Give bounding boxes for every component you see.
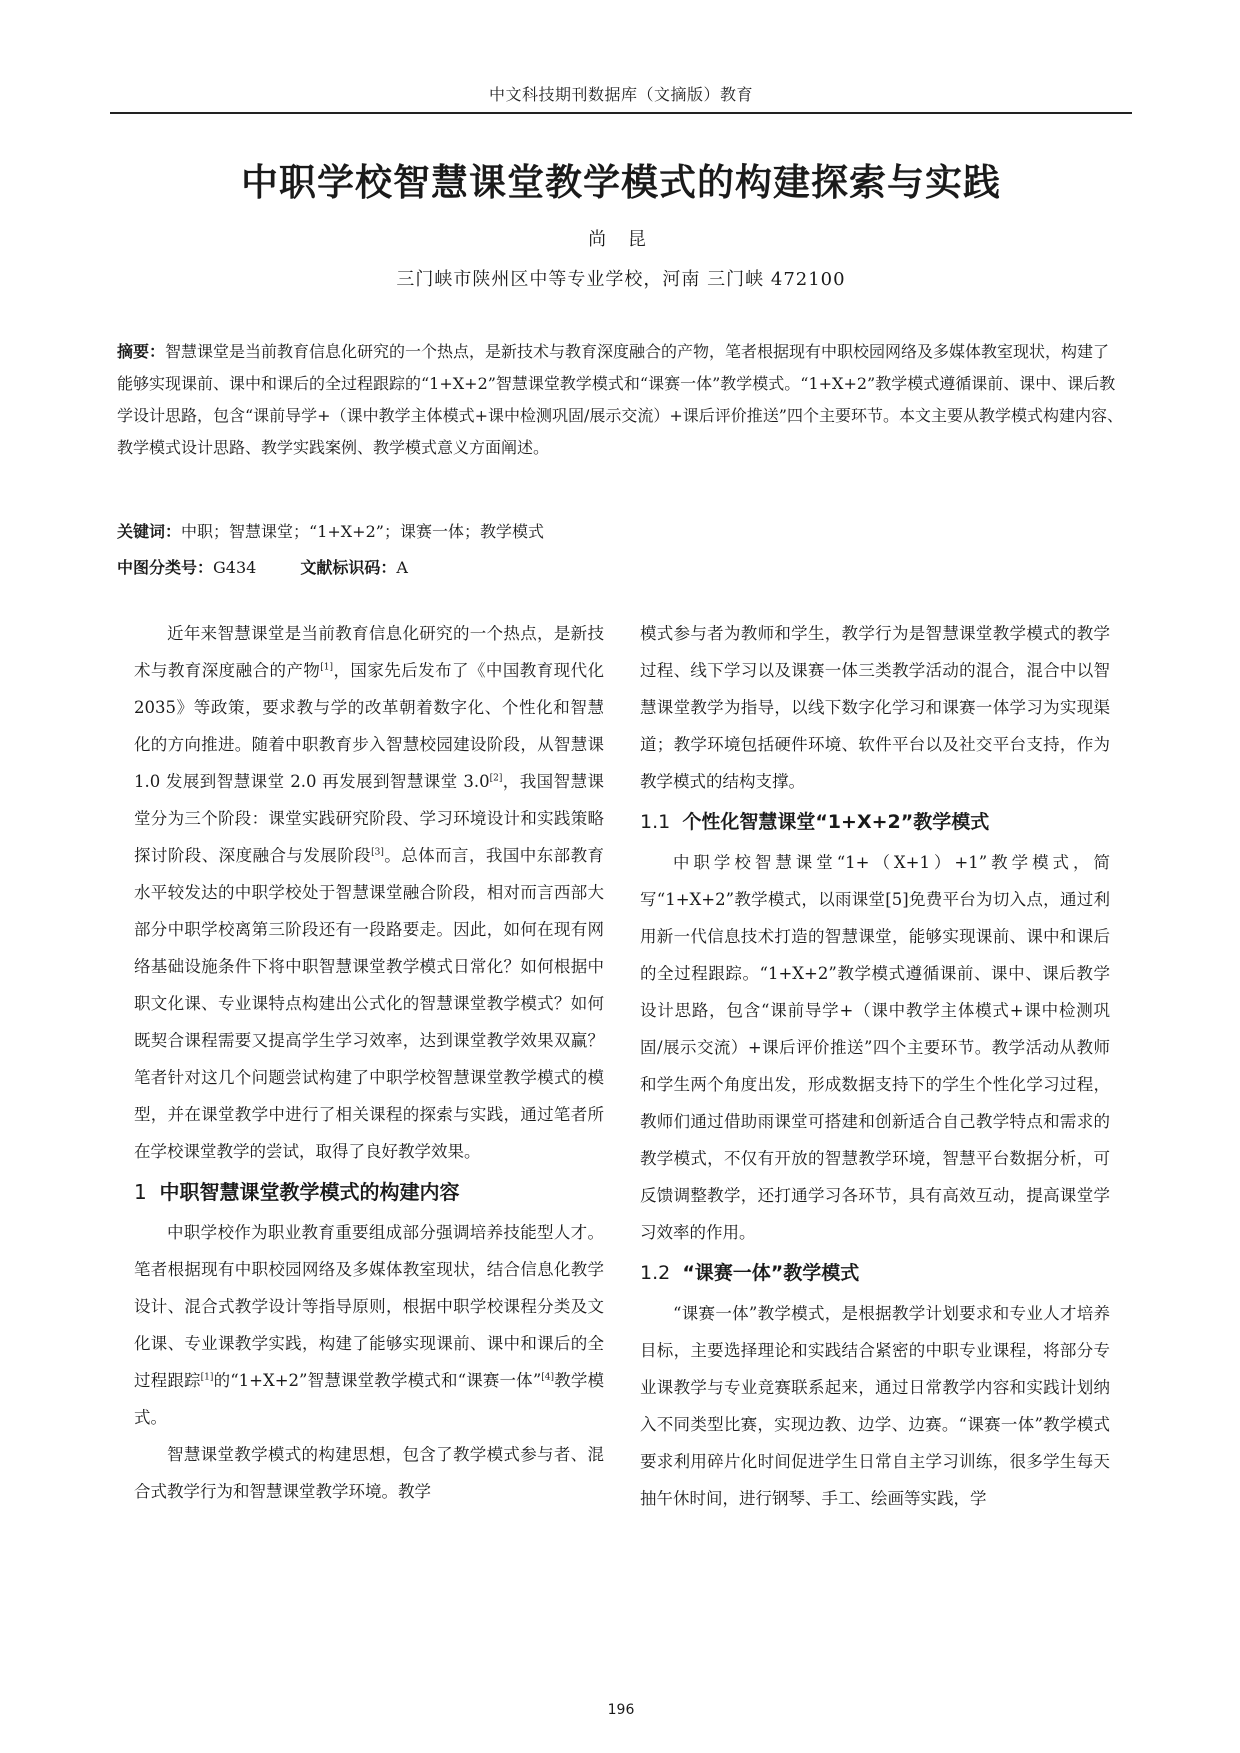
continued-paragraph: 模式参与者为教师和学生，教学行为是智慧课堂教学模式的教学过程、线下学习以及课赛一体三类教学活动的混合，混合中以智慧课堂教学为指导，以线下数字化学习和课赛一体学习为实现渠道；教学环境包括硬件环境、软件平台以及社交平台支持，作为教学模式的结构支撑。 bbox=[640, 624, 1110, 791]
clc-label: 中图分类号： bbox=[117, 558, 214, 577]
running-head: 中文科技期刊数据库（文摘版）教育 bbox=[488, 85, 753, 104]
left-column bbox=[134, 615, 604, 1510]
section-heading-1 bbox=[134, 1173, 604, 1211]
subsection-title: “课赛一体”教学模式 bbox=[682, 1262, 860, 1284]
text-run: 的“1+X+2”智慧课堂教学模式和“课赛一体” bbox=[213, 1371, 542, 1390]
subsection-number: 1.1 bbox=[640, 811, 671, 833]
text-run: 中职学校作为职业教育重要组成部分强调培养技能型人才。笔者根据现有中职校园网络及多媒体教室现状，结合信息化教学设计、混合式教学设计等指导原则，根据中职学校课程分类及文化课、专业课教学实践，构建了能够实现课前、课中和课后的全过程跟踪 bbox=[134, 1223, 604, 1390]
text-run: 。总体而言，我国中东部教育水平较发达的中职学校处于智慧课堂融合阶段，相对而言西部大部分中职学校离第三阶段还有一段路要走。因此，如何在现有网络基础设施条件下将中职智慧课堂教学模式日常化？如何根据中职文化课、专业课特点构建出公式化的智慧课堂教学模式？如何既契合课程需要又提高学生学习效率，达到课堂教学效果双赢？笔者针对这几个问题尝试构建了中职学校智慧课堂教学模式的模型，并在课堂教学中进行了相关课程的探索与实践，通过笔者所在学校课堂教学的尝试，取得了良好教学效果。 bbox=[134, 846, 605, 1161]
body-paragraph: 中职学校智慧课堂“1+（X+1）+1”教学模式，简写“1+X+2”教学模式，以雨课堂[5]免费平台为切入点，通过利用新一代信息技术打造的智慧课堂，能够实现课前、课中和课后的全过程跟踪。“1+X+2”教学模式遵循课前、课中、课后教学设计思路，包含“课前导学+（课中教学主体模式+课中检测巩固/展示交流）+课后评价推送”四个主要环节。教学活动从教师和学生两个角度出发，形成数据支持下的学生个性化学习过程，教师们通过借助雨课堂可搭建和创新适合自己教学特点和需求的教学模式，不仅有开放的智慧教学环境，智慧平台数据分析，可反馈调整教学，还打通学习各环节，具有高效互动，提高课堂学习效率的作用。 bbox=[640, 853, 1110, 1242]
subsection-heading-1-1 bbox=[640, 803, 1110, 841]
author-name: 尚 昆 bbox=[588, 229, 654, 250]
citation: [1] bbox=[320, 662, 334, 673]
keywords-label: 关键词： bbox=[117, 522, 182, 541]
abstract-text: 智慧课堂是当前教育信息化研究的一个热点，是新技术与教育深度融合的产物，笔者根据现有中职校园网络及多媒体教室现状，构建了能够实现课前、课中和课后的全过程跟踪的“1+X+2”智慧课堂教学模式和“课赛一体”教学模式。“1+X+2”教学模式遵循课前、课中、课后教学设计思路，包含“课前导学+（课中教学主体模式+课中检测巩固/展示交流）+课后评价推送”四个主要环节。本文主要从教学模式构建内容、教学模式设计思路、教学实践案例、教学模式意义方面阐述。 bbox=[117, 342, 1123, 457]
doc-code-label: 文献标识码： bbox=[300, 558, 397, 577]
citation: [4] bbox=[541, 1372, 555, 1383]
page-number: 196 bbox=[607, 1702, 635, 1718]
doc-code-value: A bbox=[396, 558, 408, 577]
citation: [3] bbox=[371, 847, 384, 858]
text-run: ，国家先后发布了《中国教育现代化 2035》等政策，要求教与学的改革朝着数字化、个性化和智慧化的方向推进。随着中职教育步入智慧校园建设阶段，从智慧课 1.0 发展到智慧课堂 2.0 再发展到智慧课堂 3.0 bbox=[134, 661, 605, 791]
keywords-text: 中职；智慧课堂；“1+X+2”；课赛一体；教学模式 bbox=[181, 522, 544, 541]
classification-line bbox=[117, 552, 1125, 584]
subsection-number: 1.2 bbox=[640, 1262, 671, 1284]
author-affiliation: 三门峡市陕州区中等专业学校，河南 三门峡 472100 bbox=[396, 269, 846, 290]
subsection-title: 个性化智慧课堂“1+X+2”教学模式 bbox=[682, 811, 990, 833]
clc-value: G434 bbox=[213, 558, 257, 577]
text-run: 教学模式。 bbox=[134, 1371, 605, 1427]
text-run: ，我国智慧课堂分为三个阶段：课堂实践研究阶段、学习环境设计和实践策略探讨阶段、深度融合与发展阶段 bbox=[134, 772, 605, 865]
citation: [2] bbox=[489, 773, 503, 784]
header-rule bbox=[110, 112, 1132, 114]
section-number: 1 bbox=[134, 1180, 147, 1204]
abstract bbox=[117, 336, 1125, 464]
citation: [1] bbox=[200, 1372, 214, 1383]
text-run: 近年来智慧课堂是当前教育信息化研究的一个热点，是新技术与教育深度融合的产物 bbox=[134, 624, 604, 680]
subsection-heading-1-2 bbox=[640, 1254, 1110, 1292]
section-title: 中职智慧课堂教学模式的构建内容 bbox=[159, 1180, 460, 1204]
right-column bbox=[640, 615, 1110, 1517]
abstract-label: 摘要： bbox=[117, 342, 166, 361]
keywords bbox=[117, 516, 1125, 548]
body-paragraph: “课赛一体”教学模式，是根据教学计划要求和专业人才培养目标，主要选择理论和实践结合紧密的中职专业课程，将部分专业课教学与专业竞赛联系起来，通过日常教学内容和实践计划纳入不同类型比赛，实现边教、边学、边赛。“课赛一体”教学模式要求利用碎片化时间促进学生日常自主学习训练，很多学生每天抽午休时间，进行钢琴、手工、绘画等实践，学 bbox=[640, 1304, 1110, 1508]
body-paragraph bbox=[134, 1214, 604, 1436]
intro-paragraph bbox=[134, 615, 604, 1170]
article-title: 中职学校智慧课堂教学模式的构建探索与实践 bbox=[241, 161, 1001, 204]
body-paragraph: 智慧课堂教学模式的构建思想，包含了教学模式参与者、混合式教学行为和智慧课堂教学环境。教学 bbox=[134, 1445, 604, 1501]
